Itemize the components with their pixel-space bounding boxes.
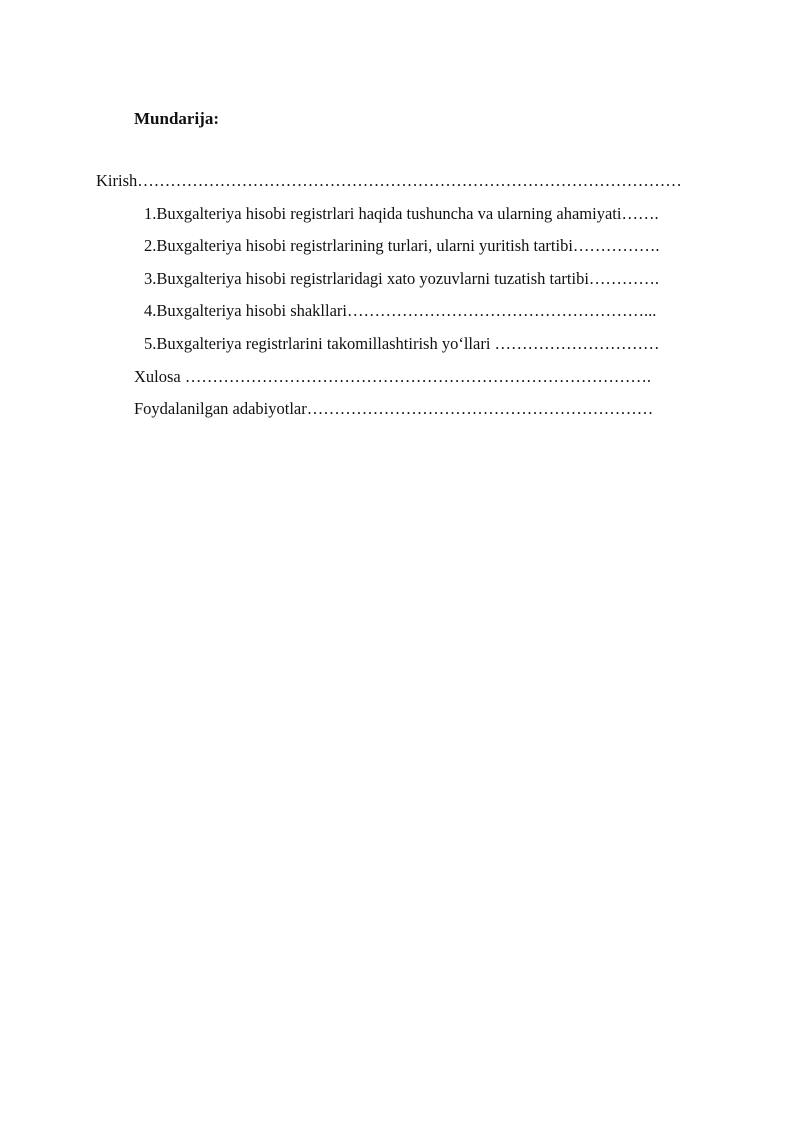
toc-entry-4: 4.Buxgalteriya hisobi shakllari………………………………………………... [144,301,657,320]
toc-entry-kirish: Kirish……………………………………………………………………………………… [96,171,682,190]
toc-entry-5: 5.Buxgalteriya registrlarini takomillashtirish yoʻllari ………………………… [144,334,660,353]
toc-entry-2: 2.Buxgalteriya hisobi registrlarining turlari, ularni yuritish tartibi……………. [144,236,660,255]
toc-entry-3: 3.Buxgalteriya hisobi registrlaridagi xato yozuvlarni tuzatish tartibi…………. [144,269,660,288]
toc-entry-1: 1.Buxgalteriya hisobi registrlari haqida tushuncha va ularning ahamiyati……. [144,204,659,223]
toc-entry-xulosa: Xulosa …………………………………………………………………………. [134,367,651,386]
page-title: Mundarija: [134,109,219,128]
toc-entry-foydalanilgan-adabiyotlar: Foydalanilgan adabiyotlar……………………………………………………… [134,399,654,418]
